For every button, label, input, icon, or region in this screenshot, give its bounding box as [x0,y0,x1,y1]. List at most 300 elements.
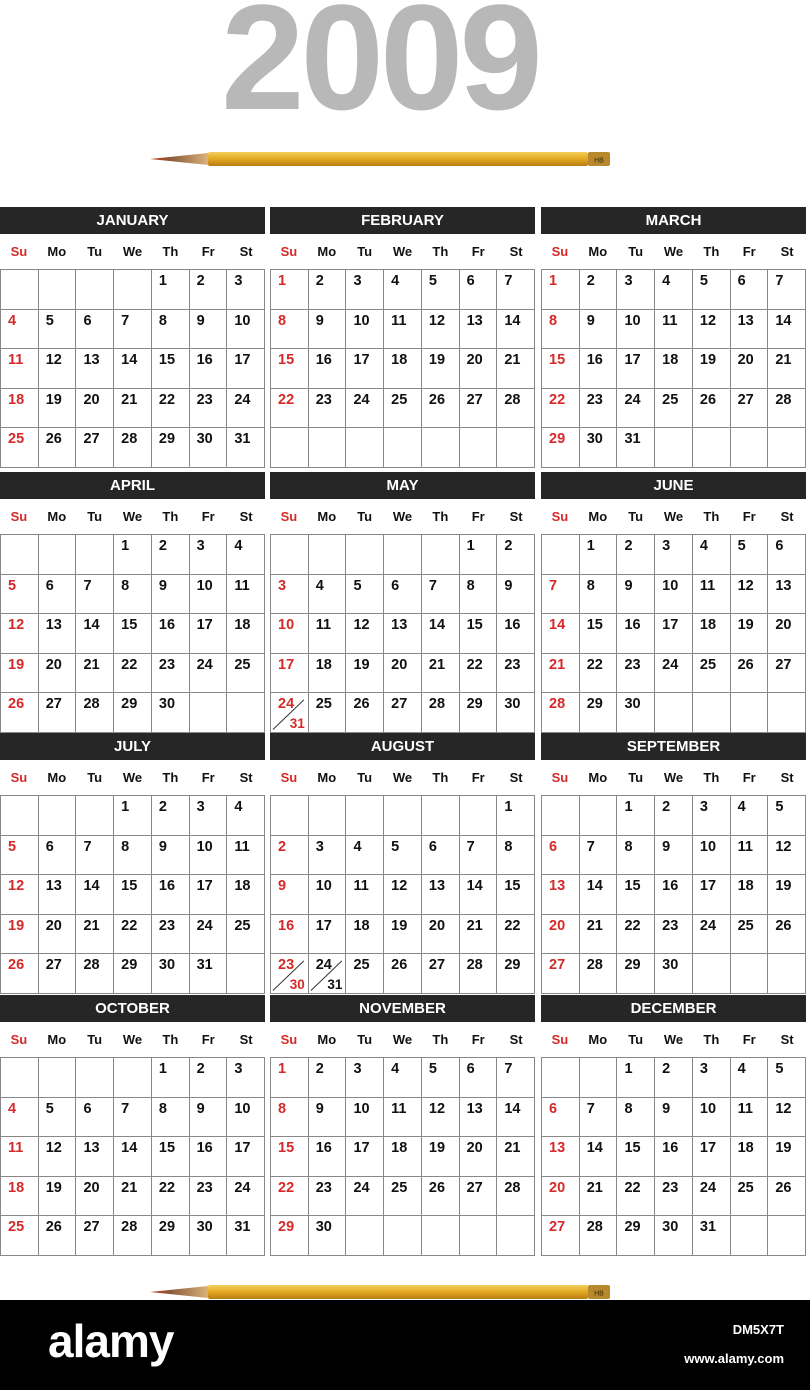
day-cell: 3 [346,1058,384,1098]
day-cell: 4 [309,575,347,615]
weekday-label: Th [703,509,720,524]
day-cell [580,796,618,836]
day-cell: 7 [460,836,498,876]
day-cell: 6 [460,270,498,310]
day-cell: 6 [76,310,114,350]
day-cell: 1 [114,535,152,575]
day-cell: 4 [1,310,39,350]
week-row [1,389,265,429]
day-cell [768,1216,806,1256]
day-grid [0,534,265,733]
day-cell: 13 [460,1098,498,1138]
day-cell [768,428,806,468]
day-number-shared: 31 [327,976,343,992]
day-grid [541,1057,806,1256]
day-cell [580,1058,618,1098]
day-cell: 3 [190,535,228,575]
day-cell [76,1058,114,1098]
watermark-footer [0,1300,810,1390]
weekday-label: Mo [588,1032,608,1047]
day-cell [384,796,422,836]
day-cell: 3 [617,270,655,310]
day-cell: 14 [497,310,535,350]
weekday-label: Su [10,770,28,785]
day-cell: 16 [271,915,309,955]
day-cell [346,428,384,468]
weekday-label: Th [162,509,179,524]
week-row [271,614,535,654]
day-cell: 3 [346,270,384,310]
day-cell: 15 [114,875,152,915]
day-cell: 17 [693,1137,731,1177]
weekday-label: Su [10,1032,28,1047]
day-cell [76,535,114,575]
weekday-label: Mo [47,509,67,524]
day-cell: 4 [384,270,422,310]
month-title: JULY [0,733,265,760]
day-cell [39,796,77,836]
day-cell: 17 [655,614,693,654]
weekday-label: Mo [317,1032,337,1047]
day-cell: 12 [39,349,77,389]
year-title: 2009 [221,0,539,141]
day-cell: 5 [1,836,39,876]
day-cell: 25 [346,954,384,994]
day-cell: 2 [580,270,618,310]
day-cell: 8 [114,836,152,876]
day-cell: 16 [309,1137,347,1177]
day-cell [460,1216,498,1256]
day-cell: 10 [227,1098,265,1138]
day-cell: 6 [542,836,580,876]
day-cell: 28 [76,693,114,733]
day-cell: 14 [460,875,498,915]
day-cell: 4 [384,1058,422,1098]
day-grid [541,795,806,994]
weekday-label: We [663,244,684,259]
weekday-label: St [239,509,253,524]
day-cell: 6 [768,535,806,575]
day-cell: 24 [617,389,655,429]
weekday-label: Mo [47,244,67,259]
week-row [271,270,535,310]
weekday-label: St [239,770,253,785]
day-cell: 17 [346,1137,384,1177]
day-cell: 26 [768,915,806,955]
day-cell: 24 [190,654,228,694]
week-row [271,1137,535,1177]
week-row [542,1177,806,1217]
day-cell: 10 [190,836,228,876]
week-row [542,836,806,876]
week-row [1,1137,265,1177]
week-row [271,1177,535,1217]
day-cell: 16 [190,349,228,389]
day-cell [731,693,769,733]
day-cell: 7 [497,1058,535,1098]
day-cell: 14 [114,1137,152,1177]
day-cell: 4 [655,270,693,310]
day-cell: 29 [617,954,655,994]
day-cell: 18 [1,389,39,429]
day-cell: 21 [76,915,114,955]
week-row [271,836,535,876]
day-cell: 28 [76,954,114,994]
day-grid [270,269,535,468]
day-cell: 1 [271,1058,309,1098]
day-cell: 19 [422,349,460,389]
day-cell: 23 [190,1177,228,1217]
day-cell: 15 [114,614,152,654]
week-row [271,575,535,615]
weekday-label: Fr [742,1032,756,1047]
day-cell: 15 [460,614,498,654]
day-cell: 28 [422,693,460,733]
day-cell: 2 [655,1058,693,1098]
day-cell: 7 [542,575,580,615]
day-cell: 2 [617,535,655,575]
week-row [1,1098,265,1138]
day-cell: 4 [346,836,384,876]
day-cell: 15 [271,1137,309,1177]
day-cell: 14 [542,614,580,654]
day-cell: 17 [190,875,228,915]
day-cell: 26 [39,428,77,468]
day-cell: 23 [580,389,618,429]
day-cell: 7 [768,270,806,310]
day-cell: 26 [693,389,731,429]
day-cell: 11 [731,836,769,876]
day-cell: 10 [655,575,693,615]
day-cell: 20 [460,1137,498,1177]
day-cell: 17 [227,1137,265,1177]
day-cell: 5 [731,535,769,575]
weekday-label: Su [280,509,298,524]
weekday-header [0,760,265,795]
day-cell: 10 [271,614,309,654]
day-cell [227,693,265,733]
day-cell: 10 [346,1098,384,1138]
weekday-label: Mo [317,244,337,259]
day-cell: 25 [1,428,39,468]
day-cell: 19 [346,654,384,694]
weekday-header [541,1022,806,1057]
day-cell [422,1216,460,1256]
day-cell: 22 [271,389,309,429]
day-cell: 30 [497,693,535,733]
day-cell [271,796,309,836]
day-cell: 4 [227,535,265,575]
day-cell [542,796,580,836]
month-title: MARCH [541,207,806,234]
week-row [1,1216,265,1256]
day-cell: 11 [227,836,265,876]
day-cell: 1 [114,796,152,836]
day-cell: 13 [76,1137,114,1177]
weekday-label: St [509,244,523,259]
day-cell [422,535,460,575]
day-cell: 21 [580,1177,618,1217]
month-title: APRIL [0,472,265,499]
day-cell: 24 [693,1177,731,1217]
day-cell: 16 [190,1137,228,1177]
weekday-label: We [122,770,143,785]
month-march [541,207,806,468]
day-cell: 3 [227,270,265,310]
month-july [0,733,265,994]
day-cell: 12 [384,875,422,915]
weekday-label: Mo [588,509,608,524]
week-row [542,428,806,468]
stock-image-id: DM5X7T [732,1322,784,1337]
day-cell: 1 [271,270,309,310]
week-row [1,270,265,310]
month-may [270,472,535,733]
day-cell [271,693,309,733]
month-august [270,733,535,994]
day-cell [309,796,347,836]
day-cell: 19 [1,915,39,955]
weekday-label: Th [162,1032,179,1047]
day-cell: 28 [497,389,535,429]
day-cell: 5 [39,310,77,350]
day-cell [542,1058,580,1098]
day-cell: 13 [542,875,580,915]
day-cell: 25 [731,915,769,955]
week-row [542,349,806,389]
day-cell: 28 [768,389,806,429]
day-cell: 8 [580,575,618,615]
weekday-label: Th [432,1032,449,1047]
weekday-label: Th [703,770,720,785]
month-title: OCTOBER [0,995,265,1022]
weekday-header [0,499,265,534]
day-cell: 30 [580,428,618,468]
day-cell: 19 [39,389,77,429]
day-cell: 14 [497,1098,535,1138]
day-cell: 19 [1,654,39,694]
day-cell: 22 [114,915,152,955]
day-cell: 31 [693,1216,731,1256]
day-cell: 20 [39,654,77,694]
day-cell: 12 [768,836,806,876]
day-cell: 4 [731,796,769,836]
weekday-label: Su [551,770,569,785]
week-row [271,535,535,575]
weekday-label: St [780,244,794,259]
day-cell [384,428,422,468]
day-cell: 16 [580,349,618,389]
day-cell: 30 [655,954,693,994]
day-cell: 26 [1,954,39,994]
weekday-label: We [663,1032,684,1047]
week-row [542,693,806,733]
day-cell: 4 [731,1058,769,1098]
week-row [271,389,535,429]
day-cell: 13 [542,1137,580,1177]
week-row [271,954,535,994]
week-row [542,654,806,694]
day-cell: 21 [542,654,580,694]
day-cell [271,535,309,575]
day-cell: 16 [152,875,190,915]
day-cell: 9 [152,836,190,876]
weekday-label: Fr [471,1032,485,1047]
day-cell: 11 [384,310,422,350]
day-number: 24 [278,696,295,712]
weekday-label: Th [703,1032,720,1047]
day-cell: 2 [152,796,190,836]
day-cell: 16 [497,614,535,654]
day-cell: 5 [768,796,806,836]
day-cell: 22 [152,1177,190,1217]
day-cell: 11 [655,310,693,350]
day-cell: 24 [346,1177,384,1217]
day-cell [655,693,693,733]
day-cell: 15 [152,1137,190,1177]
day-cell: 21 [422,654,460,694]
day-cell: 11 [731,1098,769,1138]
day-cell: 12 [768,1098,806,1138]
day-cell: 16 [152,614,190,654]
day-cell: 20 [542,1177,580,1217]
day-cell: 12 [1,875,39,915]
day-cell: 21 [114,1177,152,1217]
day-cell: 18 [227,875,265,915]
day-cell: 29 [114,954,152,994]
day-cell: 21 [768,349,806,389]
weekday-header [541,760,806,795]
day-cell: 8 [542,310,580,350]
weekday-label: Th [162,770,179,785]
day-cell [693,693,731,733]
brand-logo[interactable]: alamy [48,1315,174,1367]
day-cell [693,428,731,468]
weekday-label: Fr [471,244,485,259]
week-row [1,310,265,350]
weekday-label: Th [703,244,720,259]
weekday-label: Fr [742,770,756,785]
day-cell [227,954,265,994]
day-cell: 12 [731,575,769,615]
day-cell: 26 [346,693,384,733]
day-cell: 16 [617,614,655,654]
day-cell: 6 [731,270,769,310]
day-cell: 29 [460,693,498,733]
day-cell: 22 [460,654,498,694]
day-cell: 26 [39,1216,77,1256]
day-cell: 16 [655,1137,693,1177]
day-cell: 20 [384,654,422,694]
day-cell: 11 [346,875,384,915]
weekday-label: Tu [87,244,103,259]
day-cell: 8 [271,310,309,350]
day-cell: 14 [580,1137,618,1177]
day-cell: 15 [617,875,655,915]
day-cell: 31 [617,428,655,468]
week-row [1,836,265,876]
day-cell: 12 [39,1137,77,1177]
weekday-label: Tu [87,509,103,524]
day-cell: 17 [693,875,731,915]
day-cell: 25 [309,693,347,733]
week-row [542,954,806,994]
day-cell: 27 [76,428,114,468]
day-cell: 6 [76,1098,114,1138]
week-row [542,915,806,955]
day-cell: 31 [227,428,265,468]
day-cell [346,1216,384,1256]
day-cell: 19 [768,1137,806,1177]
week-row [1,428,265,468]
day-cell: 12 [346,614,384,654]
weekday-label: Fr [201,509,215,524]
day-cell: 8 [617,836,655,876]
day-cell: 29 [617,1216,655,1256]
stock-url[interactable]: www.alamy.com [684,1351,784,1366]
day-cell: 2 [190,1058,228,1098]
day-cell: 26 [1,693,39,733]
day-cell: 8 [152,1098,190,1138]
day-cell: 9 [152,575,190,615]
day-cell: 6 [422,836,460,876]
day-cell: 16 [655,875,693,915]
week-row [271,349,535,389]
weekday-label: Fr [201,244,215,259]
day-cell [731,954,769,994]
month-october [0,995,265,1256]
day-grid [270,534,535,733]
weekday-label: St [509,1032,523,1047]
weekday-label: Tu [357,1032,373,1047]
day-cell: 27 [384,693,422,733]
day-cell: 21 [114,389,152,429]
day-cell: 15 [542,349,580,389]
day-cell [422,796,460,836]
weekday-label: We [122,509,143,524]
weekday-label: Th [432,509,449,524]
day-cell: 22 [114,654,152,694]
day-cell [731,1216,769,1256]
day-cell: 2 [497,535,535,575]
month-title: SEPTEMBER [541,733,806,760]
day-cell: 16 [309,349,347,389]
weekday-label: We [663,509,684,524]
day-cell: 10 [693,836,731,876]
weekday-label: Mo [47,1032,67,1047]
day-cell: 17 [227,349,265,389]
day-cell: 1 [580,535,618,575]
week-row [542,1137,806,1177]
weekday-label: Tu [628,509,644,524]
week-row [542,614,806,654]
day-cell: 5 [384,836,422,876]
pencil-grade-label: HB [594,157,604,165]
day-cell: 11 [1,349,39,389]
weekday-label: Mo [47,770,67,785]
day-cell: 5 [422,270,460,310]
day-cell: 8 [271,1098,309,1138]
day-cell: 23 [497,654,535,694]
day-cell: 26 [384,954,422,994]
day-cell: 20 [768,614,806,654]
day-cell: 9 [617,575,655,615]
weekday-label: Fr [201,1032,215,1047]
day-cell: 22 [497,915,535,955]
week-row [542,875,806,915]
day-cell [768,954,806,994]
weekday-label: St [239,1032,253,1047]
